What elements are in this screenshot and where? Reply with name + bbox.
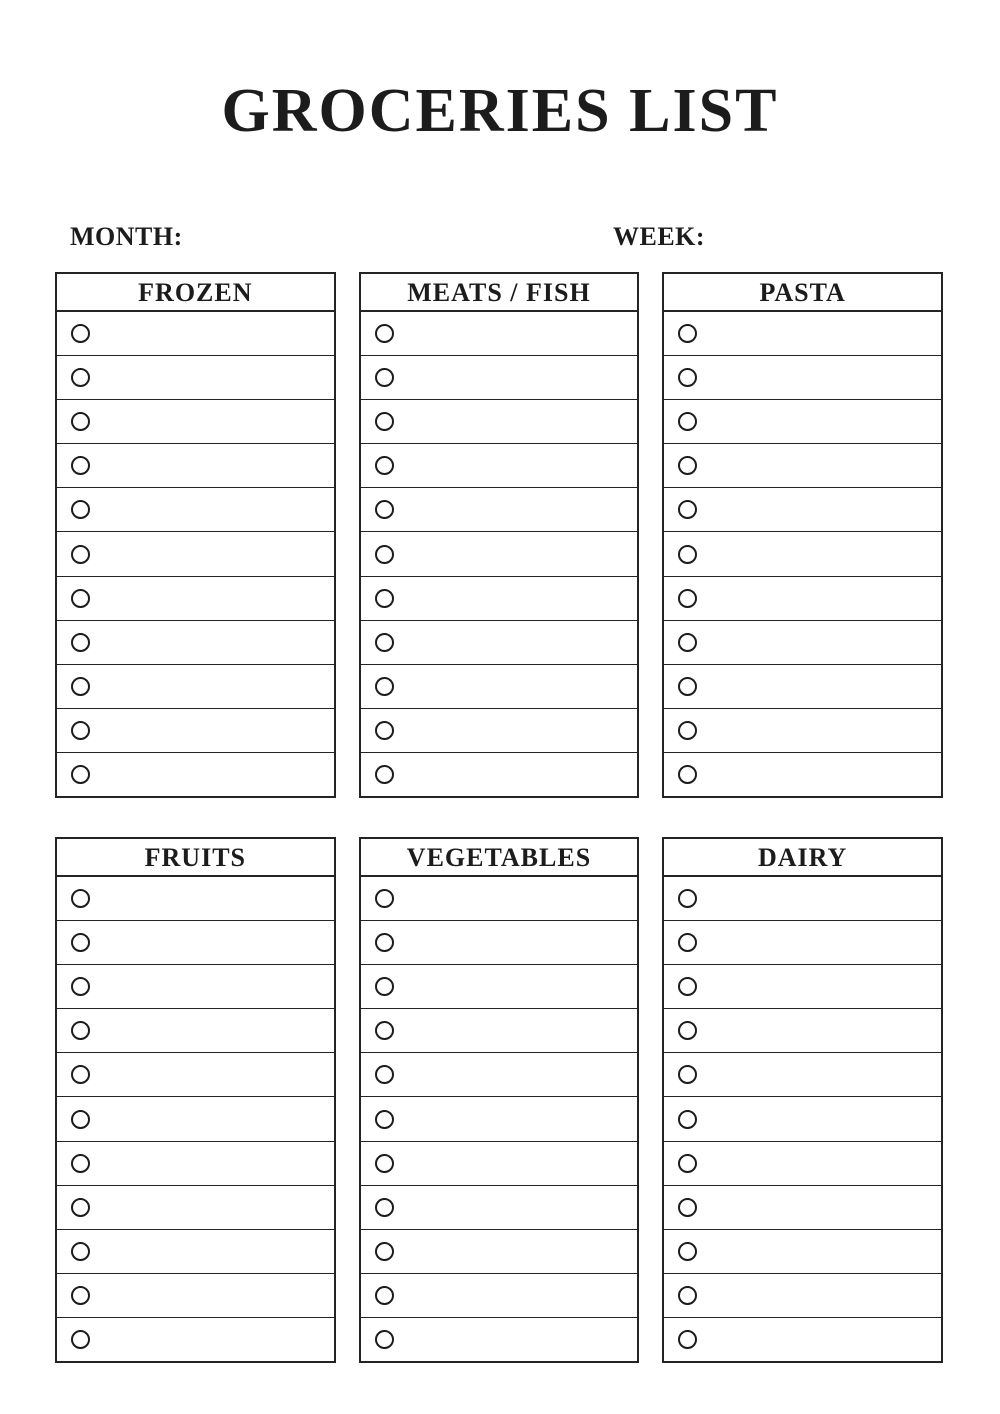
- checkbox-circle[interactable]: [678, 1065, 697, 1084]
- item-row: [361, 877, 638, 921]
- checkbox-circle[interactable]: [375, 1198, 394, 1217]
- item-row: [361, 1318, 638, 1361]
- checkbox-circle[interactable]: [375, 545, 394, 564]
- item-row: [57, 621, 334, 665]
- item-row: [57, 1009, 334, 1053]
- item-input-line[interactable]: [394, 1230, 638, 1273]
- checkbox-circle[interactable]: [71, 456, 90, 475]
- checkbox-circle[interactable]: [678, 1330, 697, 1349]
- checkbox-circle[interactable]: [71, 1198, 90, 1217]
- item-input-line[interactable]: [697, 1230, 941, 1273]
- category-rows: [664, 877, 941, 1361]
- checkbox-circle[interactable]: [375, 633, 394, 652]
- item-input-line[interactable]: [90, 621, 334, 664]
- item-row: [664, 1230, 941, 1274]
- checkbox-circle[interactable]: [678, 933, 697, 952]
- checkbox-circle[interactable]: [71, 677, 90, 696]
- item-row: [57, 488, 334, 532]
- item-row: [664, 1142, 941, 1186]
- checkbox-circle[interactable]: [678, 1286, 697, 1305]
- item-row: [664, 1274, 941, 1318]
- item-input-line[interactable]: [697, 877, 941, 920]
- item-input-line[interactable]: [394, 877, 638, 920]
- item-input-line[interactable]: [90, 1318, 334, 1361]
- item-row: [57, 532, 334, 576]
- item-row: [664, 356, 941, 400]
- item-row: [664, 488, 941, 532]
- item-input-line[interactable]: [394, 753, 638, 796]
- item-input-line[interactable]: [394, 312, 638, 355]
- item-input-line[interactable]: [90, 1009, 334, 1052]
- item-row: [361, 1097, 638, 1141]
- item-row: [664, 877, 941, 921]
- item-input-line[interactable]: [90, 532, 334, 575]
- checkbox-circle[interactable]: [375, 1154, 394, 1173]
- item-input-line[interactable]: [394, 1186, 638, 1229]
- month-field: [70, 221, 373, 252]
- item-input-line[interactable]: [394, 532, 638, 575]
- item-row: [57, 1274, 334, 1318]
- item-input-line[interactable]: [697, 921, 941, 964]
- item-input-line[interactable]: [90, 356, 334, 399]
- category-title: FROZEN: [138, 278, 253, 307]
- checkbox-circle[interactable]: [71, 1110, 90, 1129]
- item-input-line[interactable]: [697, 621, 941, 664]
- item-row: [664, 400, 941, 444]
- item-row: [664, 1097, 941, 1141]
- item-row: [361, 921, 638, 965]
- checkbox-circle[interactable]: [375, 1021, 394, 1040]
- item-row: [361, 1230, 638, 1274]
- item-input-line[interactable]: [394, 921, 638, 964]
- checkbox-circle[interactable]: [71, 1242, 90, 1261]
- checkbox-circle[interactable]: [678, 1110, 697, 1129]
- item-row: [57, 1142, 334, 1186]
- checkbox-circle[interactable]: [678, 1242, 697, 1261]
- item-input-line[interactable]: [394, 621, 638, 664]
- category-box-fruits: [55, 837, 336, 1363]
- item-row: [361, 1053, 638, 1097]
- item-row: [664, 532, 941, 576]
- item-input-line[interactable]: [697, 1053, 941, 1096]
- item-input-line[interactable]: [90, 1053, 334, 1096]
- week-input[interactable]: [715, 221, 895, 245]
- category-title: FRUITS: [144, 843, 246, 872]
- item-input-line[interactable]: [394, 1009, 638, 1052]
- month-label: MONTH:: [70, 222, 183, 251]
- checkbox-circle[interactable]: [71, 889, 90, 908]
- category-header: [361, 274, 638, 312]
- item-input-line[interactable]: [697, 1009, 941, 1052]
- week-field: [613, 221, 895, 252]
- checkbox-circle[interactable]: [375, 456, 394, 475]
- item-input-line[interactable]: [697, 312, 941, 355]
- item-input-line[interactable]: [90, 877, 334, 920]
- checkbox-circle[interactable]: [678, 500, 697, 519]
- item-input-line[interactable]: [90, 1097, 334, 1140]
- item-input-line[interactable]: [697, 444, 941, 487]
- category-rows: [57, 312, 334, 796]
- checkbox-circle[interactable]: [678, 412, 697, 431]
- checkbox-circle[interactable]: [71, 1286, 90, 1305]
- item-input-line[interactable]: [697, 1142, 941, 1185]
- item-row: [361, 532, 638, 576]
- checkbox-circle[interactable]: [71, 1154, 90, 1173]
- category-grid: [55, 272, 943, 1363]
- item-input-line[interactable]: [697, 709, 941, 752]
- category-header: [361, 839, 638, 877]
- category-box-pasta: [662, 272, 943, 798]
- item-input-line[interactable]: [697, 532, 941, 575]
- checkbox-circle[interactable]: [678, 589, 697, 608]
- checkbox-circle[interactable]: [375, 677, 394, 696]
- item-row: [664, 444, 941, 488]
- category-box-frozen: [55, 272, 336, 798]
- category-rows: [361, 877, 638, 1361]
- item-row: [664, 965, 941, 1009]
- item-input-line[interactable]: [697, 356, 941, 399]
- item-input-line[interactable]: [394, 1318, 638, 1361]
- category-title: VEGETABLES: [406, 843, 592, 872]
- item-row: [57, 1318, 334, 1361]
- checkbox-circle[interactable]: [678, 1198, 697, 1217]
- item-row: [57, 753, 334, 796]
- item-input-line[interactable]: [90, 753, 334, 796]
- checkbox-circle[interactable]: [678, 889, 697, 908]
- category-header: [664, 839, 941, 877]
- category-title: PASTA: [759, 278, 846, 307]
- checkbox-circle[interactable]: [71, 1021, 90, 1040]
- checkbox-circle[interactable]: [678, 977, 697, 996]
- checkbox-circle[interactable]: [71, 633, 90, 652]
- category-box-meats-fish: [359, 272, 640, 798]
- item-row: [57, 921, 334, 965]
- item-input-line[interactable]: [90, 709, 334, 752]
- checkbox-circle[interactable]: [375, 1242, 394, 1261]
- checkbox-circle[interactable]: [678, 368, 697, 387]
- week-label: WEEK:: [613, 222, 706, 251]
- item-row: [57, 577, 334, 621]
- item-input-line[interactable]: [90, 400, 334, 443]
- item-row: [57, 665, 334, 709]
- item-input-line[interactable]: [394, 665, 638, 708]
- checkbox-circle[interactable]: [678, 1021, 697, 1040]
- checkbox-circle[interactable]: [375, 1110, 394, 1129]
- item-row: [57, 1186, 334, 1230]
- checkbox-circle[interactable]: [375, 933, 394, 952]
- item-input-line[interactable]: [697, 577, 941, 620]
- category-title: MEATS / FISH: [407, 278, 591, 307]
- item-row: [57, 1097, 334, 1141]
- item-row: [664, 709, 941, 753]
- checkbox-circle[interactable]: [375, 589, 394, 608]
- item-row: [57, 709, 334, 753]
- item-input-line[interactable]: [90, 577, 334, 620]
- item-row: [664, 1009, 941, 1053]
- item-input-line[interactable]: [90, 312, 334, 355]
- item-row: [57, 877, 334, 921]
- item-input-line[interactable]: [697, 400, 941, 443]
- item-input-line[interactable]: [394, 1097, 638, 1140]
- item-row: [57, 444, 334, 488]
- item-input-line[interactable]: [394, 356, 638, 399]
- item-row: [57, 400, 334, 444]
- item-row: [664, 312, 941, 356]
- item-row: [57, 1053, 334, 1097]
- item-row: [361, 665, 638, 709]
- item-input-line[interactable]: [90, 444, 334, 487]
- item-input-line[interactable]: [90, 488, 334, 531]
- checkbox-circle[interactable]: [71, 589, 90, 608]
- checkbox-circle[interactable]: [71, 1330, 90, 1349]
- checkbox-circle[interactable]: [678, 633, 697, 652]
- item-row: [664, 921, 941, 965]
- checkbox-circle[interactable]: [678, 545, 697, 564]
- checkbox-circle[interactable]: [375, 368, 394, 387]
- checkbox-circle[interactable]: [678, 324, 697, 343]
- category-box-vegetables: [359, 837, 640, 1363]
- category-header: [664, 274, 941, 312]
- item-row: [664, 753, 941, 796]
- item-input-line[interactable]: [697, 1274, 941, 1317]
- checkbox-circle[interactable]: [71, 545, 90, 564]
- item-row: [664, 1186, 941, 1230]
- item-input-line[interactable]: [394, 965, 638, 1008]
- item-input-line[interactable]: [90, 665, 334, 708]
- item-input-line[interactable]: [90, 921, 334, 964]
- checkbox-circle[interactable]: [678, 1154, 697, 1173]
- category-header: [57, 839, 334, 877]
- item-input-line[interactable]: [90, 965, 334, 1008]
- category-rows: [57, 877, 334, 1361]
- category-box-dairy: [662, 837, 943, 1363]
- category-title: DAIRY: [757, 843, 848, 872]
- item-input-line[interactable]: [90, 1274, 334, 1317]
- checkbox-circle[interactable]: [71, 324, 90, 343]
- item-row: [361, 621, 638, 665]
- checkbox-circle[interactable]: [678, 721, 697, 740]
- item-input-line[interactable]: [697, 965, 941, 1008]
- checkbox-circle[interactable]: [375, 721, 394, 740]
- item-input-line[interactable]: [394, 1142, 638, 1185]
- item-row: [361, 709, 638, 753]
- month-input[interactable]: [193, 221, 373, 245]
- item-row: [664, 621, 941, 665]
- category-header: [57, 274, 334, 312]
- item-input-line[interactable]: [697, 1186, 941, 1229]
- item-input-line[interactable]: [394, 709, 638, 752]
- checkbox-circle[interactable]: [71, 765, 90, 784]
- category-rows: [664, 312, 941, 796]
- checkbox-circle[interactable]: [71, 721, 90, 740]
- item-row: [361, 312, 638, 356]
- item-row: [361, 1142, 638, 1186]
- item-input-line[interactable]: [394, 444, 638, 487]
- page-title: GROCERIES LIST: [221, 77, 779, 145]
- item-input-line[interactable]: [697, 1097, 941, 1140]
- checkbox-circle[interactable]: [678, 456, 697, 475]
- item-input-line[interactable]: [394, 1274, 638, 1317]
- item-row: [361, 1009, 638, 1053]
- meta-row: [70, 221, 930, 253]
- checkbox-circle[interactable]: [375, 500, 394, 519]
- item-input-line[interactable]: [90, 1230, 334, 1273]
- checkbox-circle[interactable]: [375, 1065, 394, 1084]
- checkbox-circle[interactable]: [71, 1065, 90, 1084]
- category-rows: [361, 312, 638, 796]
- item-row: [361, 356, 638, 400]
- item-row: [664, 665, 941, 709]
- item-input-line[interactable]: [394, 400, 638, 443]
- checkbox-circle[interactable]: [71, 933, 90, 952]
- item-row: [361, 1274, 638, 1318]
- item-row: [57, 965, 334, 1009]
- checkbox-circle[interactable]: [375, 1286, 394, 1305]
- item-input-line[interactable]: [697, 753, 941, 796]
- item-row: [57, 312, 334, 356]
- checkbox-circle[interactable]: [678, 765, 697, 784]
- item-row: [664, 1053, 941, 1097]
- item-input-line[interactable]: [90, 1186, 334, 1229]
- item-row: [361, 400, 638, 444]
- item-row: [361, 965, 638, 1009]
- item-input-line[interactable]: [394, 1053, 638, 1096]
- checkbox-circle[interactable]: [375, 765, 394, 784]
- item-row: [361, 488, 638, 532]
- item-row: [361, 577, 638, 621]
- item-row: [664, 577, 941, 621]
- checkbox-circle[interactable]: [375, 324, 394, 343]
- checkbox-circle[interactable]: [375, 977, 394, 996]
- checkbox-circle[interactable]: [71, 500, 90, 519]
- item-row: [361, 1186, 638, 1230]
- item-row: [664, 1318, 941, 1361]
- checkbox-circle[interactable]: [71, 977, 90, 996]
- item-input-line[interactable]: [697, 1318, 941, 1361]
- item-row: [57, 1230, 334, 1274]
- checkbox-circle[interactable]: [375, 412, 394, 431]
- checkbox-circle[interactable]: [678, 677, 697, 696]
- checkbox-circle[interactable]: [71, 368, 90, 387]
- item-row: [361, 444, 638, 488]
- item-input-line[interactable]: [394, 577, 638, 620]
- item-input-line[interactable]: [394, 488, 638, 531]
- item-input-line[interactable]: [697, 488, 941, 531]
- checkbox-circle[interactable]: [375, 889, 394, 908]
- checkbox-circle[interactable]: [71, 412, 90, 431]
- checkbox-circle[interactable]: [375, 1330, 394, 1349]
- item-row: [57, 356, 334, 400]
- item-input-line[interactable]: [90, 1142, 334, 1185]
- item-input-line[interactable]: [697, 665, 941, 708]
- item-row: [361, 753, 638, 796]
